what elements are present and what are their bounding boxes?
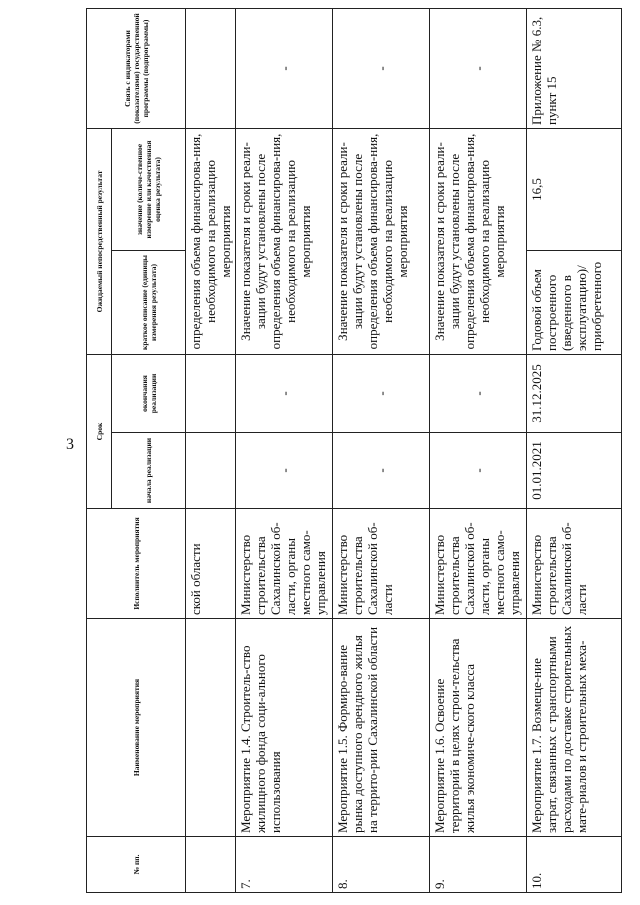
cell-end <box>186 354 236 432</box>
cell-start: - <box>236 433 333 509</box>
measures-table <box>86 8 622 893</box>
cell-link: Приложение № 6.3, пункт 15 <box>527 8 622 128</box>
cell-name: Мероприятие 1.5. Формиро-вание рынка доступного арендного жилья на террито-рии Сахалинской области <box>333 619 430 837</box>
cell-end: 31.12.2025 <box>527 354 622 432</box>
cell-name: Мероприятие 1.6. Освоение территорий в целях строи-тельства жилья экономиче-ского класса <box>430 619 527 837</box>
header-link: Связь с индикаторами (показателями) государственной программы (подпрограммы) <box>87 8 186 128</box>
cell-name: Мероприятие 1.7. Возмеще-ние затрат, связанных с транспортными расходами по доставке строительных мате-риалов и строительных меха- <box>527 619 622 837</box>
header-term-end: окончания реализации <box>112 354 186 432</box>
table-row <box>333 8 430 892</box>
cell-result: Значение показателя и сроки реали-зации будут установлены после определения объема финансирова-ния, необходимого на реализацию мероприятия <box>333 128 430 354</box>
header-result-desc: краткое описание (единицы измерения результата) <box>112 250 186 354</box>
cell-name: Мероприятие 1.4. Строитель-ство жилищного фонда соци-ального использования <box>236 619 333 837</box>
cell-num: 8. <box>333 837 430 893</box>
table-row <box>186 8 236 892</box>
header-executor: Исполнитель мероприятия <box>87 509 186 619</box>
cell-executor: Министерство строительства Сахалинской об-ласти, органы местного само-управления <box>430 509 527 619</box>
cell-num: 10. <box>527 837 622 893</box>
page-number: 3 <box>66 436 74 453</box>
cell-executor: Министерство строительства Сахалинской об-ласти, органы местного само-управления <box>236 509 333 619</box>
header-result: Ожидаемый непосредственный результат <box>87 128 112 354</box>
cell-link <box>186 8 236 128</box>
cell-link: - <box>430 8 527 128</box>
cell-executor: Министерство строительства Сахалинской об-ласти <box>333 509 430 619</box>
header-name: Наименование мероприятия <box>87 619 186 837</box>
cell-end: - <box>236 354 333 432</box>
header-term: Срок <box>87 354 112 508</box>
header-num: № пп. <box>87 837 186 893</box>
cell-executor: ской области <box>186 509 236 619</box>
cell-executor: Министерство строительства Сахалинской об-ласти <box>527 509 622 619</box>
cell-result: определения объема финансирова-ния, необходимого на реализацию мероприятия <box>186 128 236 354</box>
cell-link: - <box>333 8 430 128</box>
cell-end: - <box>333 354 430 432</box>
cell-num: 7. <box>236 837 333 893</box>
cell-result: Значение показателя и сроки реали-зации будут установлены после определения объема финансирова-ния, необходимого на реализацию мероприятия <box>236 128 333 354</box>
rotated-table-container <box>86 9 621 893</box>
table-row <box>527 8 622 892</box>
cell-num <box>186 837 236 893</box>
cell-start: 01.01.2021 <box>527 433 622 509</box>
cell-num: 9. <box>430 837 527 893</box>
cell-name <box>186 619 236 837</box>
table-row <box>430 8 527 892</box>
header-term-start: начала реализации <box>112 433 186 509</box>
cell-start: - <box>333 433 430 509</box>
cell-end: - <box>430 354 527 432</box>
table-row <box>236 8 333 892</box>
cell-start: - <box>430 433 527 509</box>
cell-result-desc: Годовой объем построенного (введенного в эксплуатацию)/ приобретенного <box>527 250 622 354</box>
cell-start <box>186 433 236 509</box>
header-result-value: значение (количе-ственное измерение или качественная оценка результата) <box>112 128 186 250</box>
cell-link: - <box>236 8 333 128</box>
cell-result: Значение показателя и сроки реали-зации будут установлены после определения объема финансирова-ния, необходимого на реализацию мероприятия <box>430 128 527 354</box>
cell-result-value: 16,5 <box>527 128 622 250</box>
